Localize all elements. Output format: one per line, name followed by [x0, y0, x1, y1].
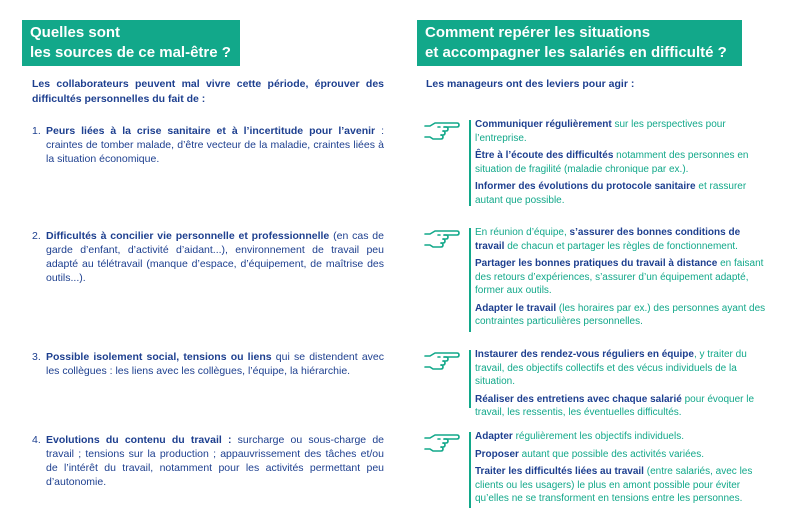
list-item [32, 124, 384, 166]
action-text: Être à l’écoute des difficultés notamment des personnes en situation de fragilité (maladie chronique par ex.). [475, 150, 749, 175]
action-text: En réunion d’équipe, s’assurer des bonnes conditions de travail de chacun et partager les règles de fonctionnement. [475, 227, 741, 252]
divider [469, 432, 471, 508]
list-item-number: 2. [32, 230, 41, 242]
list-item [32, 350, 384, 378]
list-item [32, 433, 384, 489]
action-text: Partager les bonnes pratiques du travail à distance en faisant des retours d’expériences, s’assurer d’un équipement adapté, former aux outils. [475, 258, 764, 296]
pointing-hand-icon [423, 348, 461, 372]
left-title-line2: les sources de ce mal-être ? [30, 44, 231, 61]
list-item-number: 4. [32, 434, 41, 446]
action-text: Adapter le travail (les horaires par ex.) des personnes ayant des contraintes particulières personnelles. [475, 302, 766, 327]
list-item [32, 229, 384, 285]
pointing-hand-icon [423, 430, 461, 454]
divider [469, 350, 471, 408]
list-item-bold: Peurs liées à la crise sanitaire et à l’incertitude pour l’avenir [46, 125, 376, 137]
list-item-number: 3. [32, 351, 41, 363]
action-text: Communiquer régulièrement sur les perspectives pour l’entreprise. [475, 119, 726, 144]
left-intro-text: Les collaborateurs peuvent mal vivre cette période, éprouver des difficultés personnelles du fait de : [32, 78, 384, 105]
list-item-text: : craintes de tomber malade, d’être vecteur de la maladie, craintes liées à la situation économique. [46, 125, 384, 165]
right-intro-text: Les manageurs ont des leviers pour agir : [426, 78, 635, 90]
left-section-title [22, 20, 240, 66]
divider [469, 120, 471, 206]
action-text: Instaurer des rendez-vous réguliers en équipe, y traiter du travail, des objectifs collectifs et des vécus individuels de la situation. [475, 349, 747, 387]
action-text: Adapter régulièrement les objectifs individuels. [475, 431, 684, 442]
list-item-bold: Possible isolement social, tensions ou liens [46, 351, 272, 363]
left-title-line1: Quelles sont [30, 24, 121, 41]
list-item-bold: Evolutions du contenu du travail : [46, 434, 232, 446]
action-text: Proposer autant que possible des activités variées. [475, 448, 705, 460]
right-title-line2: et accompagner les salariés en difficulté ? [425, 44, 727, 61]
list-item-text: (en cas de garde d’enfant, d’activité d’aidant...), environnement de travail peu adapté au télétravail (manque d’espace, d’équipement, de maîtrise des outils...). [46, 230, 384, 284]
list-item-bold: Difficultés à concilier vie personnelle et professionnelle [46, 230, 330, 242]
right-title-line1: Comment repérer les situations [425, 24, 651, 41]
pointing-hand-icon [423, 226, 461, 250]
list-item-text: qui se distendent avec les collègues : les liens avec les collègues, l’équipe, la hiérarchie. [46, 351, 385, 377]
action-text: Informer des évolutions du protocole sanitaire et rassurer autant que possible. [475, 181, 747, 206]
right-section-title [417, 20, 742, 66]
divider [469, 228, 471, 332]
pointing-hand-icon [423, 118, 461, 142]
action-text: Traiter les difficultés liées au travail (entre salariés, avec les clients ou les usagers) le plus en amont possible pour éviter qu’elles ne se transforment en tensions entre les personnes. [475, 466, 753, 504]
list-item-number: 1. [32, 125, 41, 137]
list-item-text: surcharge ou sous-charge de travail ; tensions sur la production ; appauvrissement des tâches et/ou de l’intérêt du travail, notamment pour les activités permettant peu d’autonomie. [46, 434, 384, 488]
action-text: Réaliser des entretiens avec chaque salarié pour évoquer le travail, les ressentis, les éventuelles difficultés. [475, 393, 755, 418]
